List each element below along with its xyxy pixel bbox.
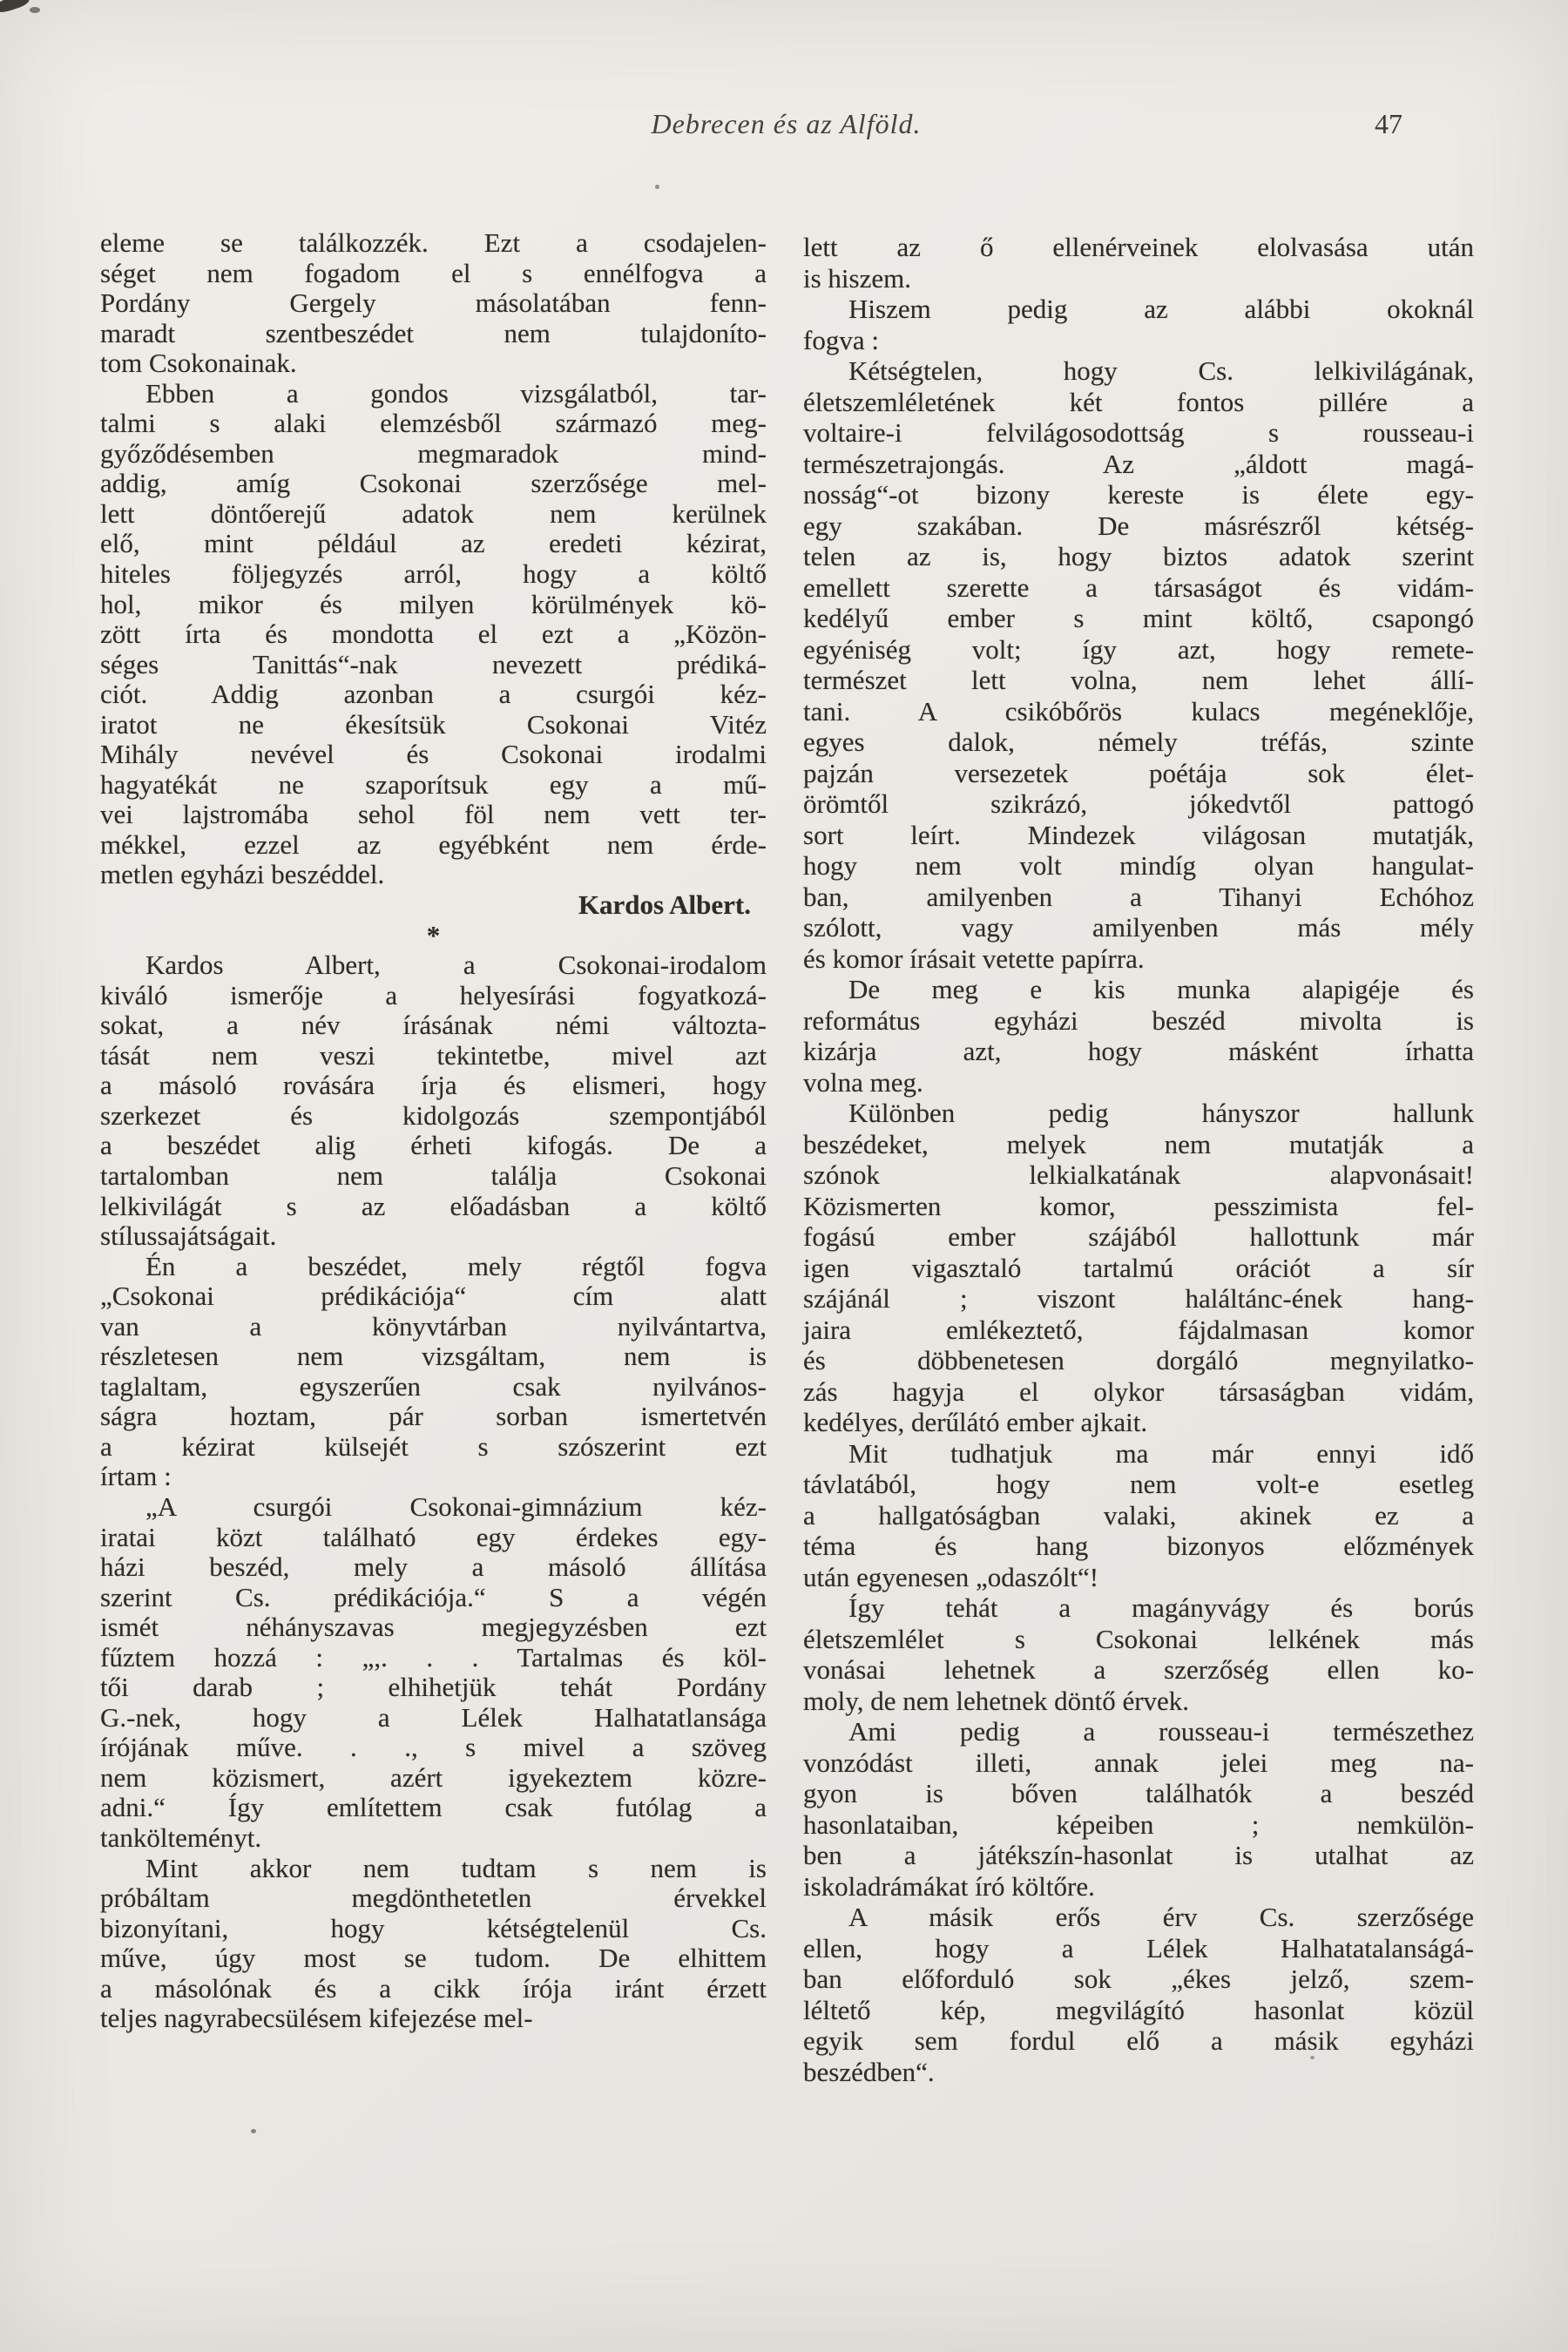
- text-line: séget nem fogadom el s ennélfogva a: [100, 257, 767, 288]
- text-line: van a könyvtárban nyilvántartva,: [100, 1310, 767, 1342]
- text-line: természet lett volna, nem lehet állí-: [803, 665, 1474, 695]
- signature: Kardos Albert.: [578, 889, 751, 921]
- text-line: életszemléletének két fontos pillére a: [803, 386, 1474, 417]
- text-line: hagyatékát ne szaporítsuk egy a mű-: [100, 768, 767, 800]
- text-line: „Csokonai prédikációja“ cím alatt: [100, 1281, 767, 1312]
- text-line: taglaltam, egyszerűen csak nyilvános-: [100, 1370, 767, 1402]
- text-line: gyon is bőven találhatók a beszéd: [803, 1778, 1474, 1808]
- text-line: Így tehát a magányvágy és borús: [848, 1592, 1474, 1623]
- text-line: győződésemben megmaradok mind-: [100, 437, 767, 469]
- text-line: „A csurgói Csokonai-gimnázium kéz-: [145, 1490, 767, 1522]
- text-line: elő, mint például az eredeti kézirat,: [100, 528, 767, 559]
- scan-artifact: [251, 2129, 256, 2133]
- text-line: tankölteményt.: [100, 1821, 262, 1853]
- text-line: a másolónak és a cikk írója iránt érzett: [100, 1972, 767, 2004]
- scan-artifact: [655, 185, 659, 189]
- running-title: Debrecen és az Alföld.: [651, 108, 922, 139]
- text-line: A másik erős érv Cs. szerzősége: [848, 1902, 1474, 1932]
- text-line: ban, amilyenben a Tihanyi Echóhoz: [803, 881, 1474, 912]
- text-line: ben a játékszín-hasonlat is utalhat az: [803, 1840, 1474, 1870]
- text-line: téma és hang bizonyos előzmények: [803, 1531, 1474, 1561]
- scan-artifact: [1310, 2056, 1315, 2059]
- text-line: De meg e kis munka alapigéje és: [848, 974, 1474, 1004]
- text-line: próbáltam megdönthetetlen érvekkel: [100, 1882, 767, 1914]
- text-line: iskoladrámákat író költőre.: [803, 1870, 1095, 1902]
- text-line: bizonyítani, hogy kétségtelenül Cs.: [100, 1912, 767, 1943]
- text-line: addig, amíg Csokonai szerzősége mel-: [100, 468, 767, 499]
- text-line: Közismerten komor, pesszimista fel-: [803, 1190, 1474, 1221]
- text-line: igen vigasztaló tartalmú orációt a sír: [803, 1252, 1474, 1283]
- text-line: Pordány Gergely másolatában fenn-: [100, 287, 767, 319]
- text-line: Kardos Albert, a Csokonai-irodalom: [145, 950, 767, 981]
- running-header: [100, 108, 1472, 146]
- text-line: pajzán versezetek poétája sok élet-: [803, 757, 1474, 788]
- text-line: tartalomban nem találja Csokonai: [100, 1159, 767, 1191]
- text-line: nem közismert, azért igyekeztem közre-: [100, 1761, 767, 1793]
- scan-artifact: [30, 7, 40, 13]
- separator: *: [426, 919, 441, 950]
- text-line: vei lajstromába sehol föl nem vett ter-: [100, 799, 767, 830]
- text-line: után egyenesen „odaszólt“!: [803, 1561, 1099, 1592]
- text-line: tani. A csikóbőrös kulacs megéneklője,: [803, 695, 1474, 727]
- text-line: ságra hoztam, pár sorban ismertetvén: [100, 1401, 767, 1432]
- text-line: ciót. Addig azonban a csurgói kéz-: [100, 679, 767, 710]
- text-line: a másoló rovására írja és elismeri, hogy: [100, 1070, 767, 1101]
- text-line: kedélyes, derűlátó ember ajkait.: [803, 1407, 1148, 1437]
- text-line: jaira emlékeztető, fájdalmasan komor: [803, 1314, 1474, 1345]
- paragraph: [803, 1716, 1474, 1902]
- text-line: teljes nagyrabecsülésem kifejezése mel-: [100, 2003, 533, 2034]
- text-line: Hiszem pedig az alábbi okoknál: [848, 294, 1474, 324]
- text-line: moly, de nem lehetnek döntő érvek.: [803, 1685, 1190, 1716]
- text-line: volna meg.: [803, 1066, 923, 1098]
- text-line: szónok lelkialkatának alapvonásait!: [803, 1159, 1474, 1190]
- text-line: séges Tanittás“-nak nevezett prédiká-: [100, 648, 767, 679]
- left-text-column: [100, 228, 767, 2034]
- text-line: iratot ne ékesítsük Csokonai Vitéz: [100, 708, 767, 740]
- text-line: egyéniség volt; így azt, hogy remete-: [803, 633, 1474, 665]
- text-line: maradt szentbeszédet nem tulajdoníto-: [100, 317, 767, 348]
- text-line: Én a beszédet, mely régtől fogva: [145, 1250, 767, 1281]
- paragraph: [803, 355, 1474, 974]
- text-line: zás hagyja el olykor társaságban vidám,: [803, 1375, 1474, 1407]
- text-line: Mihály nevével és Csokonai irodalmi: [100, 739, 767, 770]
- paragraph: [803, 1438, 1474, 1593]
- paragraph: [803, 974, 1474, 1098]
- text-line: református egyházi beszéd mivolta is: [803, 1004, 1474, 1036]
- text-line: életszemlélet s Csokonai lelkének más: [803, 1623, 1474, 1654]
- text-line: lelkivilágát s az előadásban a költő: [100, 1190, 767, 1221]
- text-line: zött írta és mondotta el ezt a „Közön-: [100, 618, 767, 650]
- text-line: talmi s alaki elemzésből származó meg-: [100, 408, 767, 439]
- text-line: ban előforduló sok „ékes jelző, szem-: [803, 1963, 1474, 1994]
- paragraph: [803, 1592, 1474, 1716]
- text-line: örömtől szikrázó, jókedvtől pattogó: [803, 788, 1474, 819]
- text-line: szólott, vagy amilyenben más mély: [803, 912, 1474, 943]
- text-line: hol, mikor és milyen körülmények kö-: [100, 588, 767, 619]
- text-line: Ami pedig a rousseau-i természethez: [848, 1716, 1474, 1747]
- text-line: mékkel, ezzel az egyébként nem érde-: [100, 828, 767, 860]
- paragraph: [100, 228, 767, 379]
- text-line: is hiszem.: [803, 262, 911, 294]
- page-number: 47: [1375, 108, 1402, 139]
- text-line: adni.“ Így említettem csak futólag a: [100, 1792, 767, 1823]
- text-line: tását nem veszi tekintetbe, mivel azt: [100, 1039, 767, 1071]
- text-line: a beszédet alig érheti kifogás. De a: [100, 1130, 767, 1161]
- paragraph: [803, 294, 1474, 355]
- text-line: vonásai lehetnek a szerzőség ellen ko-: [803, 1654, 1474, 1685]
- text-line: lett az ő ellenérveinek elolvasása után: [803, 232, 1474, 262]
- text-line: fogva :: [803, 324, 879, 355]
- text-line: szerint Cs. prédikációja.“ S a végén: [100, 1581, 767, 1612]
- text-line: kizárja azt, hogy másként írhatta: [803, 1036, 1474, 1066]
- text-line: házi beszéd, mely a másoló állítása: [100, 1551, 767, 1583]
- text-line: hasonlataiban, képeiben ; nemkülön-: [803, 1808, 1474, 1840]
- text-line: emellett szerette a társaságot és vidám-: [803, 571, 1474, 603]
- text-line: részletesen nem vizsgáltam, nem is: [100, 1341, 767, 1372]
- text-line: iratai közt található egy érdekes egy-: [100, 1521, 767, 1552]
- text-line: stílussajátságait.: [100, 1220, 277, 1252]
- text-line: tői darab ; elhihetjük tehát Pordány: [100, 1672, 767, 1703]
- text-line: a kézirat külsejét s szószerint ezt: [100, 1430, 767, 1462]
- text-line: tom Csokonainak.: [100, 348, 297, 379]
- text-line: írtam :: [100, 1461, 172, 1492]
- text-line: Mit tudhatjuk ma már ennyi idő: [848, 1437, 1474, 1469]
- paragraph: [803, 1098, 1474, 1438]
- text-line: távlatából, hogy nem volt-e esetleg: [803, 1469, 1474, 1499]
- right-text-column: [803, 232, 1474, 2087]
- text-line: sort leírt. Mindezek világosan mutatják,: [803, 819, 1474, 850]
- text-line: hiteles följegyzés arról, hogy a költő: [100, 558, 767, 590]
- text-line: vonzódást illeti, annak jelei meg na-: [803, 1747, 1474, 1778]
- text-line: a hallgatóságban valaki, akinek ez a: [803, 1499, 1474, 1531]
- text-line: fogású ember szájából hallottunk már: [803, 1221, 1474, 1252]
- text-line: egy szakában. De másrészről kétség-: [803, 510, 1474, 541]
- text-line: lett döntőerejű adatok nem kerülnek: [100, 497, 767, 529]
- text-line: természetrajongás. Az „áldott magá-: [803, 448, 1474, 479]
- text-line: telen az is, hogy biztos adatok szerint: [803, 541, 1474, 571]
- text-line: eleme se találkozzék. Ezt a csodajelen-: [100, 227, 767, 258]
- text-line: kiváló ismerője a helyesírási fogyatkozá-: [100, 979, 767, 1010]
- text-line: és döbbenetesen dorgáló megnyilatko-: [803, 1345, 1474, 1375]
- text-line: Mint akkor nem tudtam s nem is: [145, 1852, 767, 1883]
- text-line: Ebben a gondos vizsgálatból, tar-: [145, 377, 767, 409]
- text-line: Különben pedig hányszor hallunk: [848, 1098, 1474, 1128]
- text-line: nosság“-ot bizony kereste is élete egy-: [803, 479, 1474, 510]
- text-line: G.-nek, hogy a Lélek Halhatatlansága: [100, 1701, 767, 1733]
- text-line: szerkezet és kidolgozás szempontjából: [100, 1099, 767, 1131]
- paragraph: [100, 379, 767, 890]
- text-line: kedélyű ember s mint költő, csapongó: [803, 603, 1474, 633]
- text-line: voltaire-i felvilágosodottság s rousseau-i: [803, 417, 1474, 448]
- text-line: fűztem hozzá : „,. . . Tartalmas és köl-: [100, 1641, 767, 1673]
- paragraph: [100, 1854, 767, 2034]
- text-line: Kétségtelen, hogy Cs. lelkivilágának,: [848, 355, 1474, 386]
- paragraph: [100, 950, 767, 1251]
- text-line: műve, úgy most se tudom. De elhittem: [100, 1943, 767, 1974]
- text-line: beszédeket, melyek nem mutatják a: [803, 1128, 1474, 1159]
- paragraph: [100, 1492, 767, 1854]
- text-line: sokat, a név írásának némi változta-: [100, 1010, 767, 1041]
- text-line: beszédben“.: [803, 2056, 935, 2087]
- text-line: hogy nem volt mindíg olyan hangulat-: [803, 850, 1474, 881]
- paragraph: [803, 1902, 1474, 2087]
- text-line: léltető kép, megvilágító hasonlat közül: [803, 1994, 1474, 2025]
- text-line: ellen, hogy a Lélek Halhatatalanságá-: [803, 1932, 1474, 1963]
- text-line: és komor írásait vetette papírra.: [803, 943, 1145, 974]
- text-line: egyes dalok, némely tréfás, szinte: [803, 727, 1474, 757]
- text-line: egyik sem fordul elő a másik egyházi: [803, 2025, 1474, 2056]
- paragraph: [803, 232, 1474, 294]
- text-line: írójának műve. . ., s mivel a szöveg: [100, 1732, 767, 1763]
- text-line: ismét néhányszavas megjegyzésben ezt: [100, 1612, 767, 1643]
- text-line: metlen egyházi beszéddel.: [100, 859, 385, 890]
- text-line: szájánál ; viszont haláltánc-ének hang-: [803, 1283, 1474, 1314]
- paragraph: [100, 1252, 767, 1492]
